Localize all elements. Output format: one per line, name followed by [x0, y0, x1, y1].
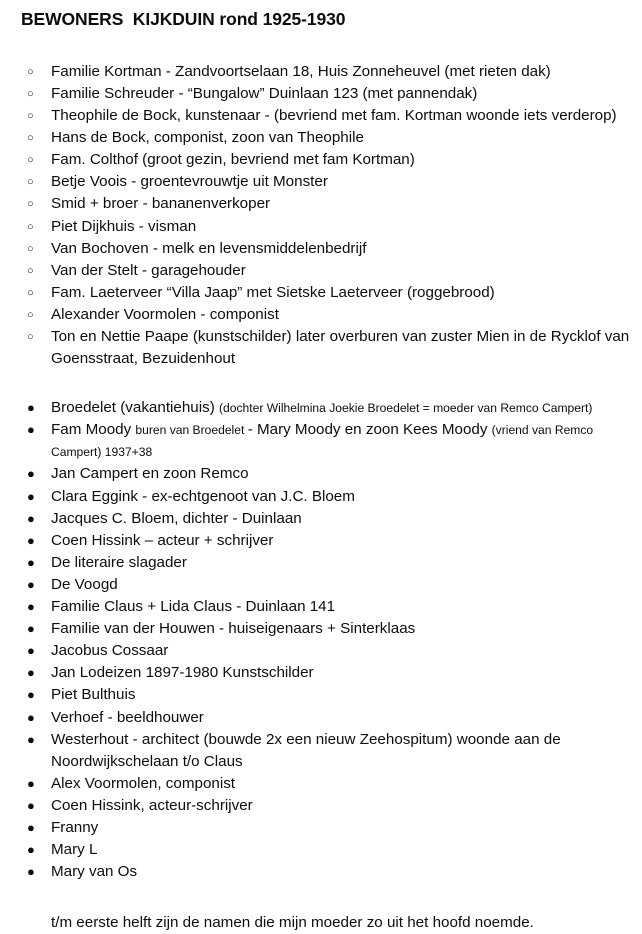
list-item	[19, 552, 632, 574]
list-item	[19, 105, 632, 127]
solid-disc-bullet: ●	[27, 687, 35, 703]
list-item-text-run: Familie van der Houwen - huiseigenaars + Sinterklaas	[51, 620, 416, 638]
list-item-text-run: De literaire slagader	[51, 553, 187, 571]
list-item	[19, 61, 632, 83]
list-item	[19, 193, 632, 215]
hollow-circle-bullet: ○	[27, 87, 34, 100]
list-item-label	[51, 797, 253, 814]
solid-disc-bullet: ●	[27, 466, 35, 482]
list-item	[19, 83, 632, 105]
list-item	[19, 574, 632, 596]
hollow-circle-bullet: ○	[27, 308, 34, 321]
list-item-text-run: De Voogd	[51, 575, 118, 593]
list-item-label	[51, 664, 314, 681]
list-item-text-run: Piet Bulthuis	[51, 686, 136, 704]
list-item-text-run: Verhoef - beeldhouwer	[51, 708, 204, 726]
list-item-label: Alexander Voormolen - componist	[51, 305, 279, 323]
list-item	[19, 486, 632, 508]
list-item-label	[51, 709, 204, 726]
list-item	[19, 773, 632, 795]
solid-disc-bullet: ●	[27, 819, 35, 835]
list-item-label	[51, 488, 355, 505]
list-item-text-run: Broedelet (vakantiehuis)	[51, 399, 219, 417]
list-item-label: Familie Schreuder - “Bungalow” Duinlaan 123 (met pannendak)	[51, 84, 478, 102]
list-item-label	[51, 510, 302, 527]
hollow-circle-bullet: ○	[27, 65, 34, 78]
list-item	[19, 618, 632, 640]
solid-disc-bullet: ●	[27, 665, 35, 681]
page-title: BEWONERS KIJKDUIN rond 1925-1930	[21, 9, 346, 29]
list-item-label	[51, 775, 235, 792]
list-item	[19, 419, 632, 463]
list-item-label	[51, 819, 98, 836]
list-item-label	[51, 576, 118, 593]
hollow-circle-bullet: ○	[27, 242, 34, 255]
list-item	[19, 171, 632, 193]
list-item-text-run: (vriend van Remco Campert) 1937+38	[51, 423, 594, 460]
list-item-label	[51, 532, 273, 549]
list-item	[19, 707, 632, 729]
list-item	[19, 839, 632, 861]
list-item-label	[51, 863, 137, 880]
list-item-text-run: Familie Claus + Lida Claus - Duinlaan 141	[51, 598, 336, 616]
list-item-text-run: - Mary Moody en zoon Kees Moody	[247, 421, 492, 439]
list-item-label	[51, 598, 335, 615]
solid-disc-bullet: ●	[27, 797, 35, 813]
footer-note: t/m eerste helft zijn de namen die mijn moeder zo uit het hoofd noemde.	[51, 914, 534, 932]
list-item	[19, 530, 632, 552]
solid-disc-bullet: ●	[27, 510, 35, 526]
list-item-text-run: Jan Campert en zoon Remco	[51, 465, 249, 483]
solid-disc-bullet: ●	[27, 709, 35, 725]
solid-disc-bullet: ●	[27, 842, 35, 858]
list-item-label	[51, 642, 168, 659]
list-item	[19, 127, 632, 149]
hollow-circle-bullet: ○	[27, 132, 34, 145]
hollow-circle-bullet: ○	[27, 220, 34, 233]
list-item	[19, 149, 632, 171]
hollow-circle-bullet: ○	[27, 286, 34, 299]
list-item-label: Van der Stelt - garagehouder	[51, 261, 246, 279]
hollow-circle-bullet: ○	[27, 331, 34, 343]
solid-disc-bullet: ●	[27, 554, 35, 570]
list-item-label	[51, 465, 249, 482]
list-item	[19, 397, 632, 419]
hollow-circle-bullet: ○	[27, 176, 34, 189]
list-item-label	[51, 841, 97, 858]
solid-disc-bullet: ●	[27, 400, 35, 416]
hollow-circle-bullet: ○	[27, 264, 34, 277]
list-item-text-run: Franny	[51, 818, 99, 836]
list-item	[19, 216, 632, 238]
list-item-label	[51, 731, 561, 770]
list-item-text-run: Mary L	[51, 841, 98, 859]
list-item	[19, 640, 632, 662]
list-item	[19, 238, 632, 260]
solid-disc-bullet: ●	[27, 422, 35, 438]
hollow-circle-bullet: ○	[27, 198, 34, 211]
list-item	[19, 326, 632, 370]
hollow-circle-bullet: ○	[27, 110, 34, 123]
list-item-label	[51, 620, 415, 637]
solid-disc-bullet: ●	[27, 621, 35, 637]
list-item-label	[51, 421, 593, 460]
list-item	[19, 729, 632, 773]
list-item	[19, 260, 632, 282]
list-item-text-run: Mary van Os	[51, 863, 138, 881]
residents-list-primary	[19, 61, 632, 370]
list-item-label: Hans de Bock, componist, zoon van Theophile	[51, 129, 364, 147]
solid-disc-bullet: ●	[27, 775, 35, 791]
residents-list-secondary	[19, 397, 632, 883]
solid-disc-bullet: ●	[27, 532, 35, 548]
list-item	[19, 662, 632, 684]
solid-disc-bullet: ●	[27, 731, 35, 747]
list-item	[19, 463, 632, 485]
list-item-text-run: Westerhout - architect (bouwde 2x een nieuw Zeehospitum) woonde aan de Noordwijkschelaan t/o Claus	[51, 730, 561, 770]
list-item	[19, 508, 632, 530]
list-item	[19, 795, 632, 817]
list-item-label: Van Bochoven - melk en levensmiddelenbedrijf	[51, 239, 367, 257]
list-item-text-run: Coen Hissink, acteur-schrijver	[51, 796, 253, 814]
list-item-label: Fam. Colthof (groot gezin, bevriend met fam Kortman)	[51, 151, 415, 169]
list-item-label: Theophile de Bock, kunstenaar - (bevriend met fam. Kortman woonde iets verderop)	[51, 107, 617, 125]
list-item-text-run: buren van Broedelet	[135, 423, 248, 438]
list-item	[19, 282, 632, 304]
list-item-label	[51, 399, 592, 416]
list-item-label: Familie Kortman - Zandvoortselaan 18, Huis Zonneheuvel (met rieten dak)	[51, 62, 551, 80]
list-item-label	[51, 686, 135, 703]
list-item-text-run: Jan Lodeizen 1897-1980 Kunstschilder	[51, 664, 314, 682]
list-item-label: Ton en Nettie Paape (kunstschilder) later overburen van zuster Mien in de Rycklof van Goensstraat, Bezuidenhout	[51, 328, 630, 368]
list-item	[19, 861, 632, 883]
list-item-label	[51, 554, 187, 571]
solid-disc-bullet: ●	[27, 864, 35, 880]
solid-disc-bullet: ●	[27, 599, 35, 615]
list-item-label: Betje Voois - groentevrouwtje uit Monster	[51, 173, 328, 191]
solid-disc-bullet: ●	[27, 643, 35, 659]
list-item-label: Piet Dijkhuis - visman	[51, 217, 197, 235]
list-item	[19, 304, 632, 326]
solid-disc-bullet: ●	[27, 576, 35, 592]
list-item-text-run: Jacques C. Bloem, dichter - Duinlaan	[51, 509, 302, 527]
list-item	[19, 684, 632, 706]
list-item	[19, 817, 632, 839]
list-item-text-run: Clara Eggink - ex-echtgenoot van J.C. Bloem	[51, 487, 355, 505]
list-item-text-run: Coen Hissink – acteur + schrijver	[51, 531, 274, 549]
solid-disc-bullet: ●	[27, 488, 35, 504]
list-item-text-run: Fam Moody	[51, 421, 136, 439]
list-item	[19, 596, 632, 618]
list-item-text-run: Jacobus Cossaar	[51, 642, 169, 660]
hollow-circle-bullet: ○	[27, 154, 34, 167]
list-item-label: Fam. Laeterveer “Villa Jaap” met Sietske Laeterveer (roggebrood)	[51, 283, 495, 301]
list-item-label: Smid + broer - bananenverkoper	[51, 195, 271, 213]
list-item-text-run: (dochter Wilhelmina Joekie Broedelet = moeder van Remco Campert)	[219, 401, 593, 416]
list-item-text-run: Alex Voormolen, componist	[51, 774, 236, 792]
